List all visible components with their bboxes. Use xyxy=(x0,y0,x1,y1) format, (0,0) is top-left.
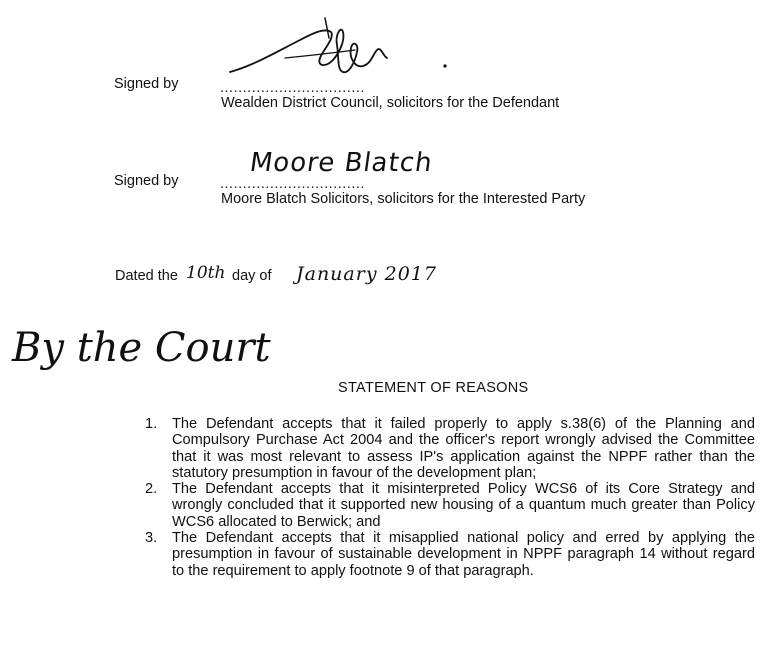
dated-month-year-handwritten: January 2017 xyxy=(296,263,437,285)
wealden-signature-image xyxy=(225,10,475,90)
reason-number: 1. xyxy=(145,416,158,432)
signed-by-label-1: Signed by xyxy=(114,76,179,92)
signature-line-1: ................................ xyxy=(220,80,365,96)
statement-of-reasons-title: STATEMENT OF REASONS xyxy=(338,380,529,396)
reason-item-2 xyxy=(145,481,755,530)
reason-text: The Defendant accepts that it misapplied national policy and erred by applying the presumption in favour of sustainable development in NPPF paragraph 14 without regard to the requirement to apply footnote 9 of that paragraph. xyxy=(172,530,755,579)
reason-text: The Defendant accepts that it failed properly to apply s.38(6) of the Planning and Compulsory Purchase Act 2004 and the officer's report wrongly advised the Committee that it was most relevant to assess IP's application against the NPPF rather than the statutory presumption in favour of the development plan; xyxy=(172,416,755,481)
reasons-list xyxy=(145,416,755,579)
reason-text: The Defendant accepts that it misinterpreted Policy WCS6 of its Core Strategy and wrongly concluded that it supported new housing of a quantum much greater than Policy WCS6 allocated to Berwick; and xyxy=(172,481,755,530)
party-moore-blatch: Moore Blatch Solicitors, solicitors for the Interested Party xyxy=(221,191,586,207)
reason-item-1 xyxy=(145,416,755,481)
reason-number: 3. xyxy=(145,530,158,547)
reason-item-3 xyxy=(145,530,755,579)
dated-middle: day of xyxy=(232,268,272,284)
signature-line-2: ................................ xyxy=(220,176,365,192)
dated-day-handwritten: 10th xyxy=(186,263,226,283)
signed-by-label-2: Signed by xyxy=(114,173,179,189)
reason-number: 2. xyxy=(145,481,158,498)
dated-prefix: Dated the xyxy=(115,268,178,284)
party-wealden: Wealden District Council, solicitors for the Defendant xyxy=(221,95,560,111)
moore-blatch-signature: Moore Blatch xyxy=(247,148,435,178)
by-the-court-heading: By the Court xyxy=(12,325,271,371)
